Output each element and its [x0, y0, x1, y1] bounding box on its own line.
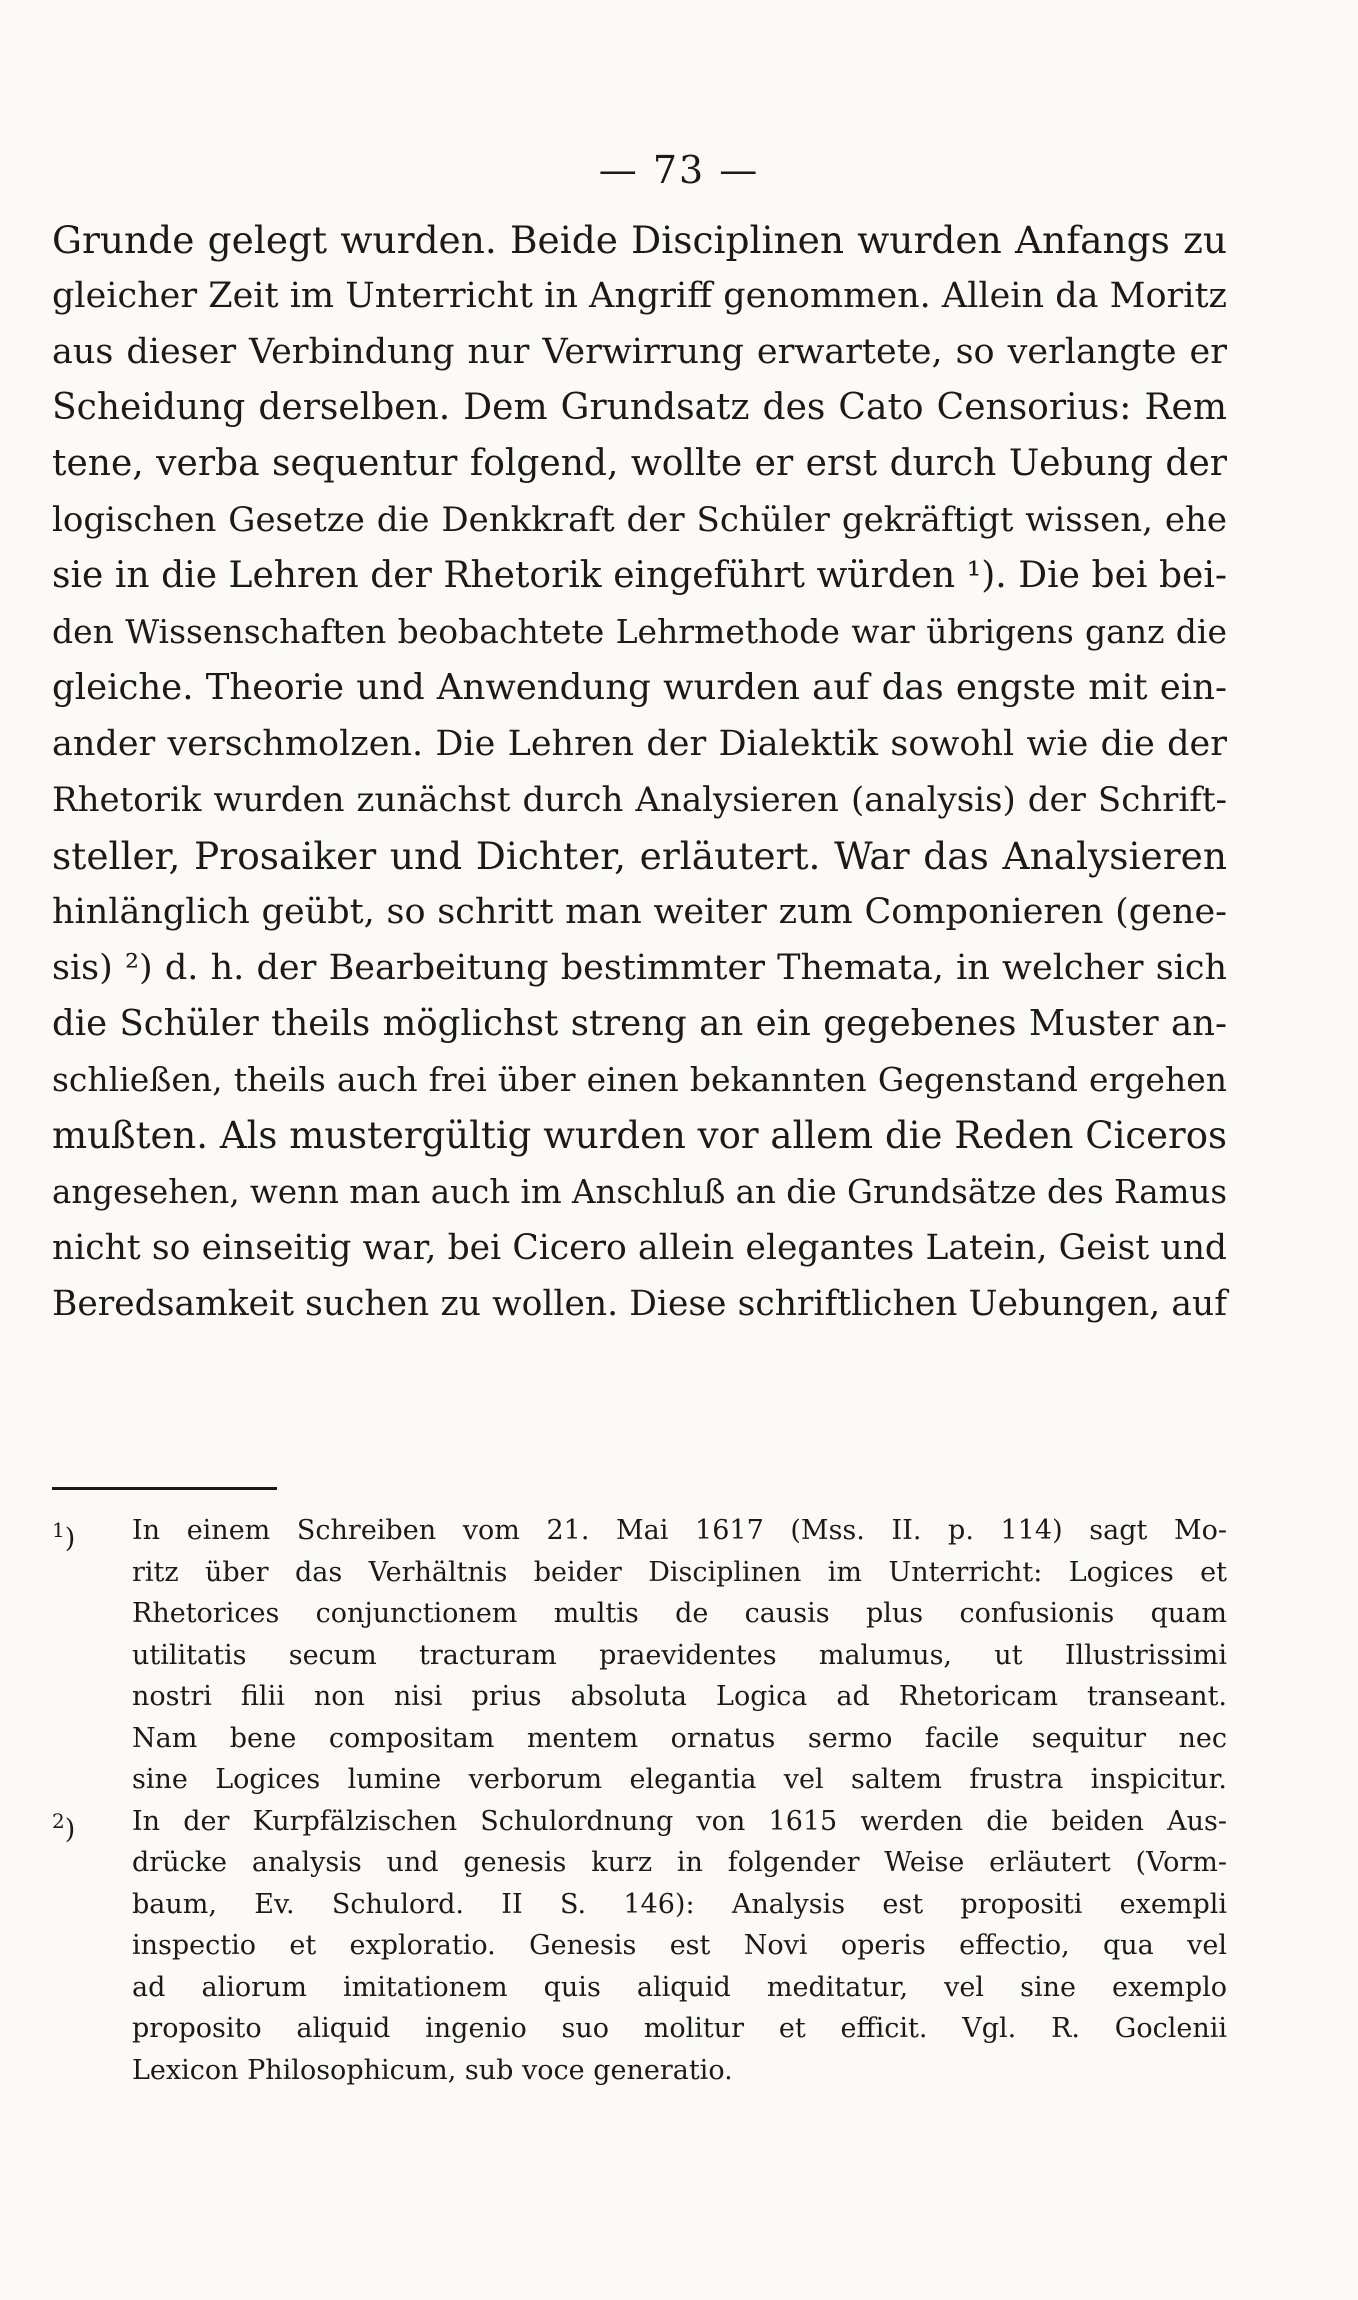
footnote-2: [52, 1801, 1227, 2092]
footnote-separator-rule: [52, 1487, 277, 1490]
footnote-line: nostri filii non nisi prius absoluta Logica ad Rhetoricam transeant.: [132, 1681, 1227, 1712]
footnote-marker: $^2$): [52, 1808, 76, 1845]
text-line: den Wissenschaften beobachtete Lehrmethode war übrigens ganz die: [52, 612, 1227, 651]
text-line: gleicher Zeit im Unterricht in Angriff genommen. Allein da Moritz: [52, 276, 1227, 316]
footnote-1: [52, 1510, 1227, 1801]
text-line: ander verschmolzen. Die Lehren der Dialektik sowohl wie die der: [52, 724, 1227, 764]
text-line: tene, verba sequentur folgend, wollte er erst durch Uebung der: [52, 443, 1227, 484]
footnote-line: Nam bene compositam mentem ornatus sermo facile sequitur nec: [132, 1722, 1227, 1754]
footnote-line: utilitatis secum tracturam praevidentes malumus, ut Illustrissimi: [132, 1639, 1227, 1671]
text-line: Beredsamkeit suchen zu wollen. Diese schriftlichen Uebungen, auf: [52, 1284, 1227, 1324]
text-line: sie in die Lehren der Rhetorik eingeführt würden ¹). Die bei bei-: [52, 555, 1227, 596]
footnote-marker: $^1$): [52, 1518, 76, 1554]
footnote-line: Rhetorices conjunctionem multis de causis plus confusionis quam: [132, 1598, 1227, 1629]
text-line: mußten. Als mustergültig wurden vor allem die Reden Ciceros: [52, 1114, 1227, 1157]
footnotes-block: [52, 1510, 1227, 2091]
footnote-line: ritz über das Verhältnis beider Disciplinen im Unterricht: Logices et: [132, 1556, 1227, 1588]
text-line: nicht so einseitig war, bei Cicero allein elegantes Latein, Geist und: [52, 1228, 1227, 1268]
text-line: gleiche. Theorie und Anwendung wurden auf das engste mit ein-: [52, 667, 1227, 708]
text-line: schließen, theils auch frei über einen bekannten Gegenstand ergehen: [52, 1060, 1227, 1099]
text-line: aus dieser Verbindung nur Verwirrung erwartete, so verlangte er: [52, 332, 1227, 372]
footnote-line: baum, Ev. Schulord. II S. 146): Analysis est propositi exempli: [132, 1888, 1227, 1920]
footnote-line: drücke analysis und genesis kurz in folgender Weise erläutert (Vorm-: [132, 1847, 1227, 1878]
footnote-line: sine Logices lumine verborum elegantia vel saltem frustra inspicitur.: [132, 1764, 1227, 1795]
text-line: sis) ²) d. h. der Bearbeitung bestimmter Themata, in welcher sich: [52, 948, 1227, 988]
footnote-line: Lexicon Philosophicum, sub voce generatio.: [132, 2054, 733, 2086]
text-line: Scheidung derselben. Dem Grundsatz des Cato Censorius: Rem: [52, 387, 1227, 428]
text-line: Rhetorik wurden zunächst durch Analysieren (analysis) der Schrift-: [52, 780, 1227, 820]
page-number: — 73 —: [598, 148, 760, 192]
footnote-line: proposito aliquid ingenio suo molitur et efficit. Vgl. R. Goclenii: [132, 2013, 1227, 2044]
text-line: logischen Gesetze die Denkkraft der Schüler gekräftigt wissen, ehe: [52, 500, 1227, 540]
text-line: Grunde gelegt wurden. Beide Disciplinen wurden Anfangs zu: [52, 218, 1227, 262]
footnote-line: ad aliorum imitationem quis aliquid meditatur, vel sine exemplo: [132, 1971, 1227, 2003]
footnote-line: $^2$) In der Kurpfälzischen Schulordnung von 1615 werden die beiden Aus-: [52, 1801, 1227, 1843]
footnote-line: $^1$) In einem Schreiben vom 21. Mai 1617 (Mss. II. p. 114) sagt Mo-: [52, 1510, 1227, 1552]
text-line: steller, Prosaiker und Dichter, erläutert. War das Analysieren: [52, 834, 1227, 878]
main-text-block: [52, 212, 1227, 1332]
footnote-line: inspectio et exploratio. Genesis est Novi operis effectio, qua vel: [132, 1930, 1227, 1961]
text-line: angesehen, wenn man auch im Anschluß an die Grundsätze des Ramus: [52, 1173, 1228, 1211]
text-line: die Schüler theils möglichst streng an ein gegebenes Muster an-: [52, 1003, 1227, 1044]
text-line: hinlänglich geübt, so schritt man weiter zum Componieren (gene-: [52, 892, 1227, 932]
